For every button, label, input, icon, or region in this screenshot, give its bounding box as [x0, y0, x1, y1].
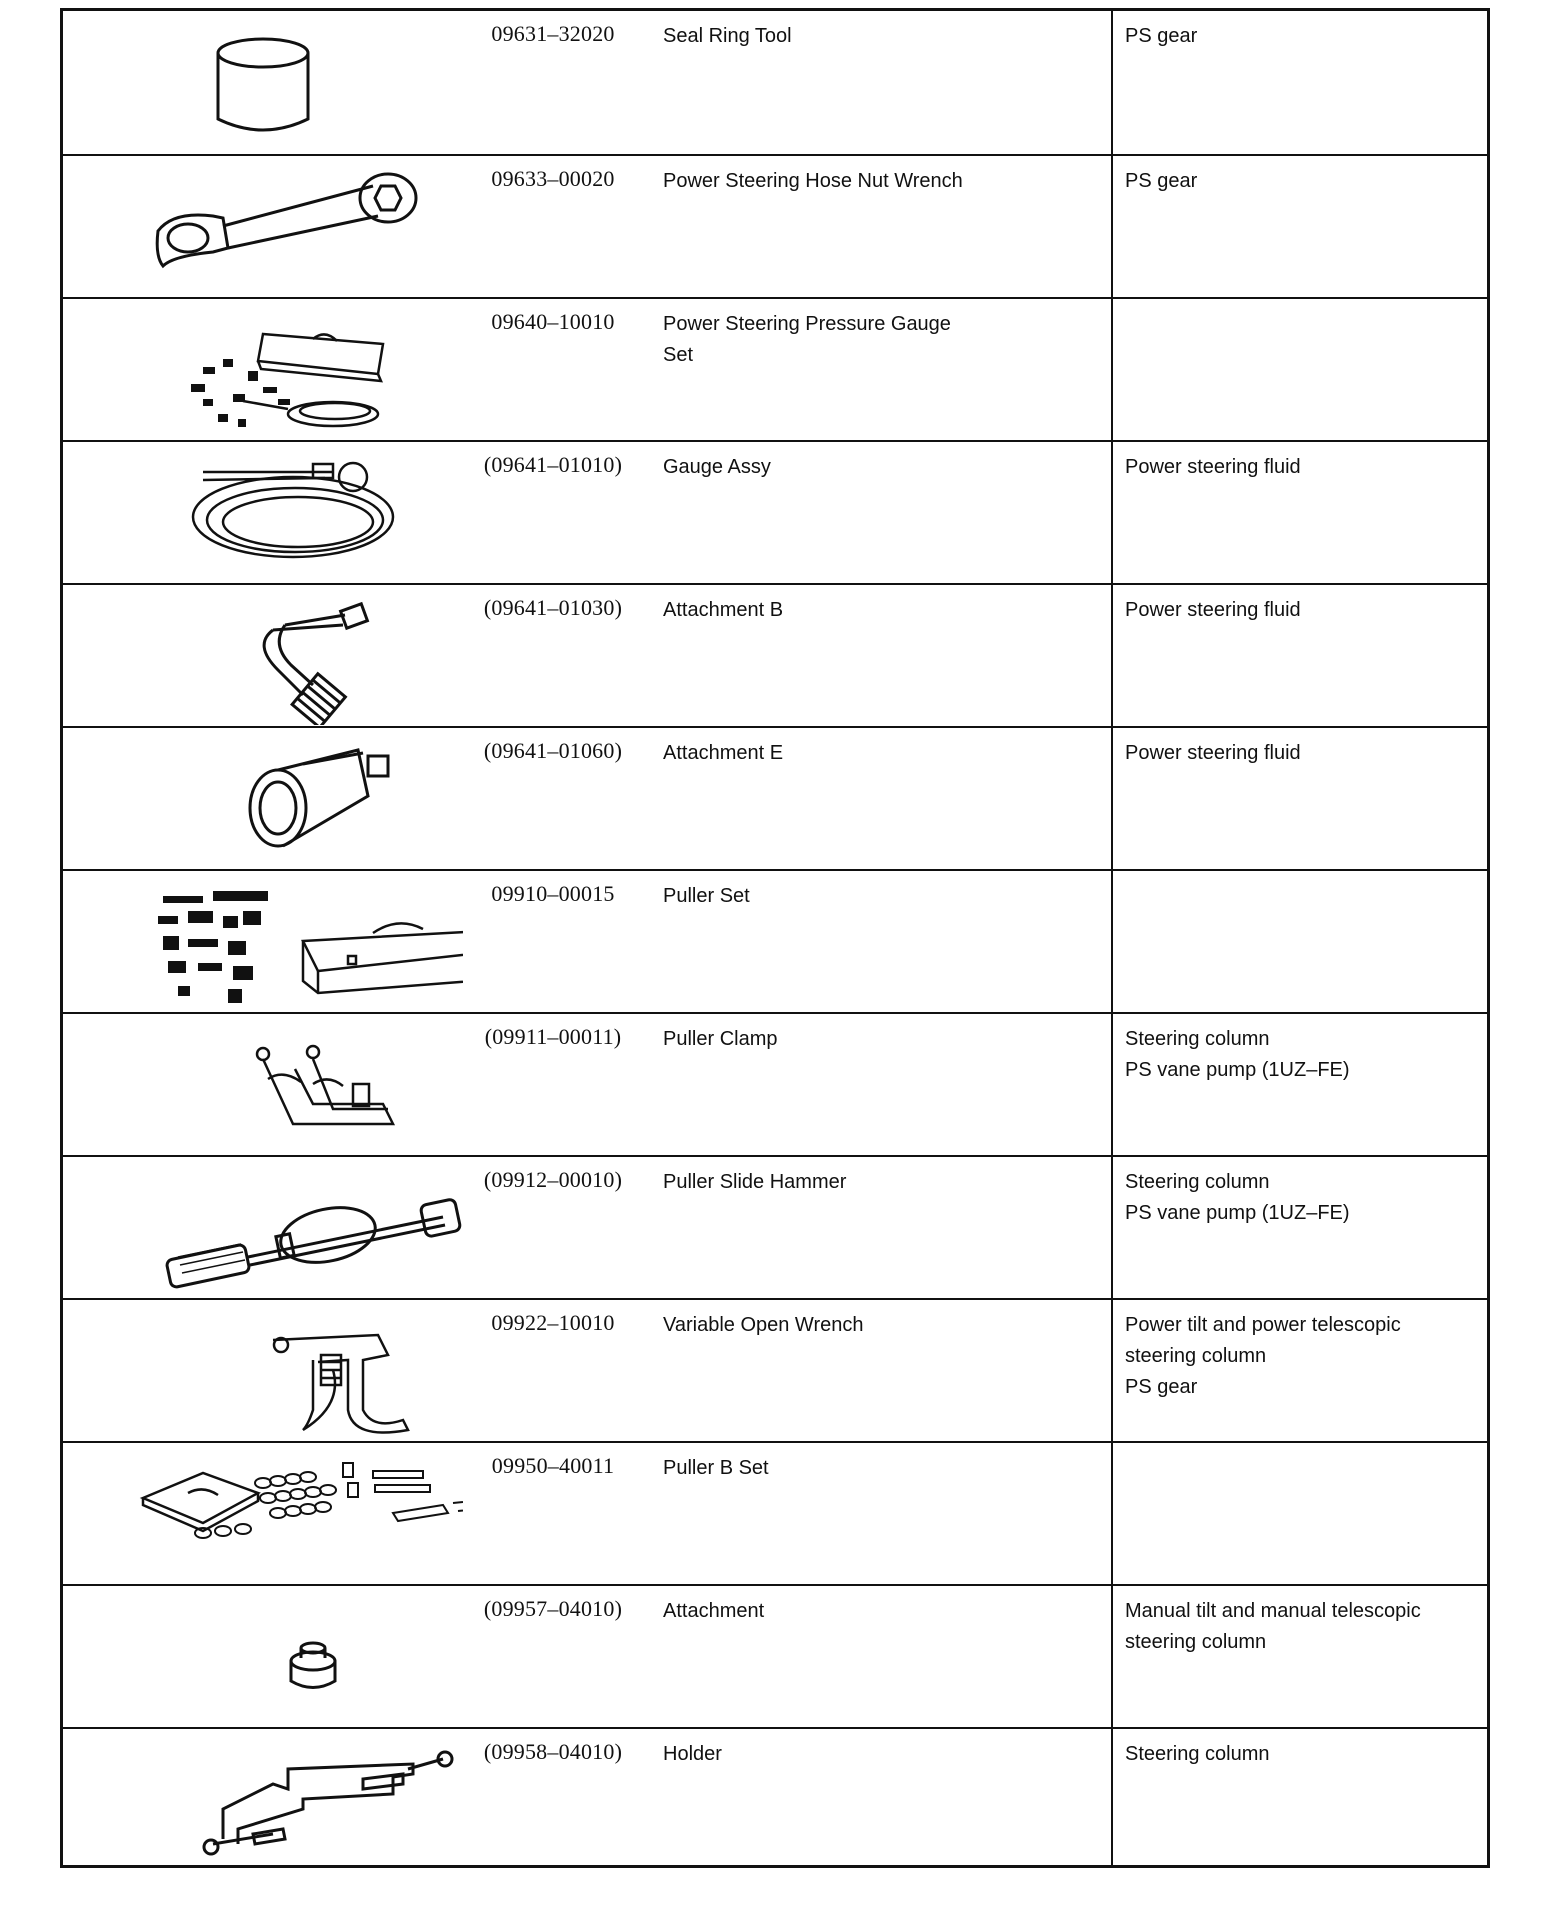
- tool-name-line: Puller Clamp: [663, 1028, 778, 1050]
- usage-note: [1125, 595, 1480, 626]
- tool-name: [663, 452, 1093, 483]
- column-divider: [1111, 871, 1113, 1012]
- variable-open-wrench-icon: [63, 1300, 463, 1440]
- tool-name: [663, 595, 1093, 626]
- tool-row: [63, 869, 1487, 1012]
- part-number: 09950–40011: [491, 1453, 615, 1478]
- tool-name-line: Power Steering Hose Nut Wrench: [663, 170, 963, 192]
- tool-name-line: Puller B Set: [663, 1457, 769, 1479]
- usage-note: [1125, 738, 1480, 769]
- usage-note-line: steering column: [1125, 1631, 1267, 1653]
- tool-name: [663, 1453, 1093, 1484]
- usage-note-line: Power steering fluid: [1125, 742, 1301, 764]
- usage-note-line: PS gear: [1125, 1376, 1198, 1398]
- usage-note-line: PS gear: [1125, 170, 1198, 192]
- special-service-tools-table: [60, 8, 1490, 1868]
- tool-name: [663, 309, 1093, 371]
- usage-note: [1125, 1024, 1480, 1086]
- usage-note: [1125, 1596, 1480, 1658]
- tool-row: [63, 297, 1487, 440]
- tool-row: [63, 726, 1487, 869]
- usage-note-line: PS gear: [1125, 25, 1198, 47]
- part-number: (09957–04010): [483, 1596, 623, 1621]
- part-number: (09912–00010): [483, 1167, 623, 1192]
- tool-name: [663, 1739, 1093, 1770]
- tool-name: [663, 738, 1093, 769]
- tool-name-line: Puller Set: [663, 885, 750, 907]
- part-number: 09910–00015: [491, 881, 615, 906]
- tool-name-line: Puller Slide Hammer: [663, 1171, 847, 1193]
- tool-row: [63, 1155, 1487, 1298]
- tool-name: [663, 1024, 1093, 1055]
- tool-name: [663, 21, 1093, 52]
- usage-note: [1125, 166, 1480, 197]
- usage-note-line: Power steering fluid: [1125, 456, 1301, 478]
- slide-hammer-icon: [63, 1157, 463, 1297]
- part-number: 09922–10010: [491, 1310, 615, 1335]
- tool-name-line: Holder: [663, 1743, 722, 1765]
- usage-note-line: PS vane pump (1UZ–FE): [1125, 1059, 1350, 1081]
- usage-note: [1125, 1739, 1480, 1770]
- tool-name-line: Attachment B: [663, 599, 784, 621]
- tool-name-line: Seal Ring Tool: [663, 25, 792, 47]
- pressure-gauge-set-icon: [63, 299, 463, 439]
- column-divider: [1111, 1157, 1113, 1298]
- tool-name-line: Set: [663, 344, 694, 366]
- column-divider: [1111, 442, 1113, 583]
- usage-note-line: Steering column: [1125, 1171, 1270, 1193]
- usage-note-line: Power steering fluid: [1125, 599, 1301, 621]
- part-number: (09958–04010): [483, 1739, 623, 1764]
- part-number: 09633–00020: [491, 166, 615, 191]
- tool-row: [63, 1298, 1487, 1441]
- tool-name: [663, 881, 1093, 912]
- tool-name-line: Variable Open Wrench: [663, 1314, 864, 1336]
- attachment-b-icon: [63, 585, 463, 725]
- tool-row: [63, 440, 1487, 583]
- tool-name: [663, 1310, 1093, 1341]
- column-divider: [1111, 11, 1113, 154]
- part-number: (09641–01030): [483, 595, 623, 620]
- gauge-assy-icon: [63, 442, 463, 582]
- column-divider: [1111, 1443, 1113, 1584]
- tool-row: [63, 1727, 1487, 1865]
- part-number: 09640–10010: [491, 309, 615, 334]
- part-number: (09641–01060): [483, 738, 623, 763]
- tool-row: [63, 11, 1487, 154]
- usage-note-line: Steering column: [1125, 1743, 1270, 1765]
- usage-note: [1125, 1167, 1480, 1229]
- hose-nut-wrench-icon: [63, 156, 463, 296]
- puller-b-set-icon: [63, 1443, 463, 1583]
- column-divider: [1111, 299, 1113, 440]
- part-number: 09631–32020: [491, 21, 615, 46]
- column-divider: [1111, 1014, 1113, 1155]
- tool-row: [63, 1584, 1487, 1727]
- tool-name-line: Attachment E: [663, 742, 784, 764]
- attachment-e-icon: [63, 728, 463, 868]
- puller-clamp-icon: [63, 1014, 463, 1154]
- tool-name-line: Gauge Assy: [663, 456, 771, 478]
- tool-name-line: Power Steering Pressure Gauge: [663, 313, 951, 335]
- usage-note-line: Manual tilt and manual telescopic: [1125, 1600, 1421, 1622]
- tool-row: [63, 1012, 1487, 1155]
- tool-row: [63, 1441, 1487, 1584]
- seal-ring-tool-icon: [63, 11, 463, 151]
- usage-note-line: PS vane pump (1UZ–FE): [1125, 1202, 1350, 1224]
- tool-name-line: Attachment: [663, 1600, 765, 1622]
- column-divider: [1111, 1586, 1113, 1727]
- usage-note-line: Steering column: [1125, 1028, 1270, 1050]
- column-divider: [1111, 1300, 1113, 1441]
- tool-row: [63, 154, 1487, 297]
- tool-name: [663, 1167, 1093, 1198]
- usage-note: [1125, 452, 1480, 483]
- attachment-icon: [63, 1586, 463, 1726]
- holder-icon: [63, 1729, 463, 1869]
- column-divider: [1111, 585, 1113, 726]
- usage-note: [1125, 21, 1480, 52]
- part-number: (09911–00011): [484, 1024, 622, 1049]
- puller-set-icon: [63, 871, 463, 1011]
- usage-note-line: Power tilt and power telescopic: [1125, 1314, 1401, 1336]
- tool-row: [63, 583, 1487, 726]
- usage-note: [1125, 1310, 1480, 1403]
- usage-note-line: steering column: [1125, 1345, 1267, 1367]
- tool-name: [663, 1596, 1093, 1627]
- column-divider: [1111, 156, 1113, 297]
- part-number: (09641–01010): [483, 452, 623, 477]
- column-divider: [1111, 1729, 1113, 1865]
- tool-name: [663, 166, 1093, 197]
- column-divider: [1111, 728, 1113, 869]
